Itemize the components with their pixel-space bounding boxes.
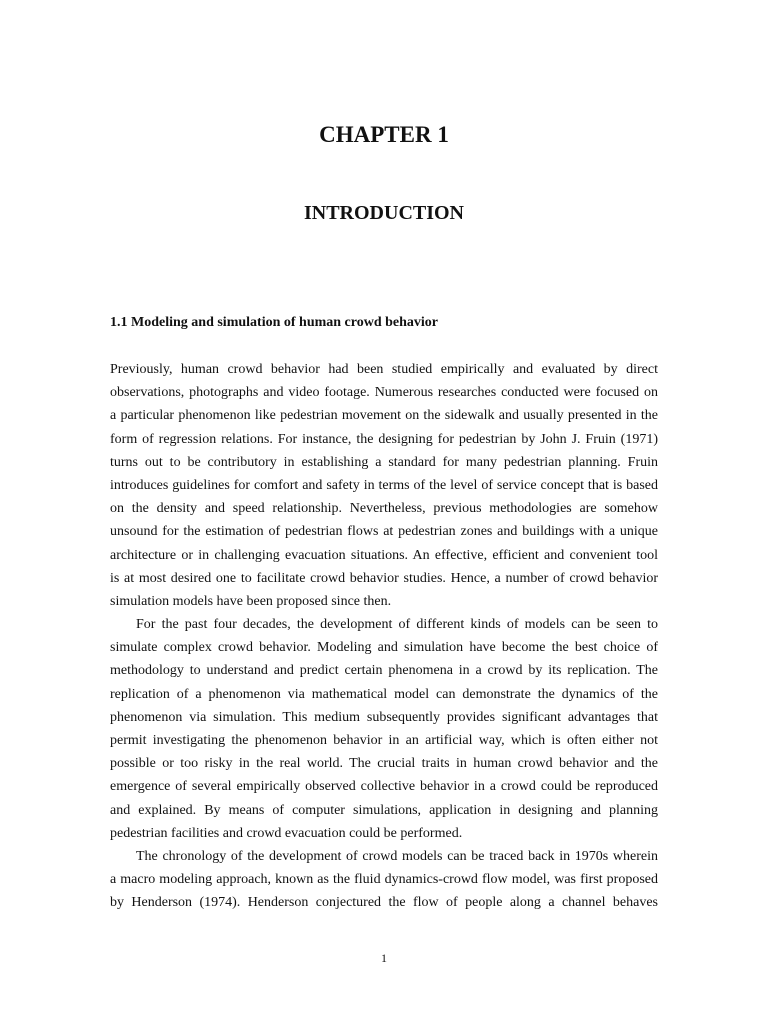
text-line: turns out to be contributory in establishing a standard for many pedestrian planning. Fruin [110, 454, 658, 470]
text-line: form of regression relations. For instance, the designing for pedestrian by John J. Fruin (1971) [110, 431, 658, 447]
text-line: possible or too risky in the real world. The crucial traits in human crowd behavior and the [110, 756, 658, 772]
chapter-title: INTRODUCTION [303, 202, 465, 224]
text-line: simulation models have been proposed since then. [110, 593, 392, 609]
text-line: a particular phenomenon like pedestrian movement on the sidewalk and usually presented in the [110, 408, 658, 424]
body-text [110, 358, 658, 915]
text-line: emergence of several empirically observed collective behavior in a crowd could be reproduced [110, 779, 658, 795]
text-line: Previously, human crowd behavior had been studied empirically and evaluated by direct [110, 362, 658, 377]
text-line: architecture or in challenging evacuation situations. An effective, efficient and convenient tool [110, 547, 658, 563]
chapter-number: CHAPTER 1 [319, 122, 449, 147]
page-number: 1 [381, 951, 387, 965]
text-line: For the past four decades, the development of different kinds of models can be seen to [136, 617, 658, 633]
text-line: pedestrian facilities and crowd evacuation could be performed. [110, 825, 463, 841]
text-line: replication of a phenomenon via mathematical model can demonstrate the dynamics of the [110, 686, 658, 702]
text-line: observations, photographs and video footage. Numerous researches conducted were focused on [110, 385, 658, 401]
text-line: on the density and speed relationship. Nevertheless, previous methodologies are somehow [110, 501, 658, 517]
text-line: permit investigating the phenomenon behavior in an artificial way, which is often either not [110, 733, 658, 748]
text-line: and explained. By means of computer simulations, application in designing and planning [110, 802, 658, 818]
text-line: The chronology of the development of crowd models can be traced back in 1970s wherein [136, 848, 658, 864]
text-line: methodology to understand and predict certain phenomena in a crowd by its replication. The [110, 663, 658, 679]
text-line: phenomenon via simulation. This medium subsequently provides significant advantages that [110, 709, 658, 725]
text-line: unsound for the estimation of pedestrian flows at pedestrian zones and buildings with a unique [110, 524, 658, 540]
text-line: simulate complex crowd behavior. Modeling and simulation have become the best choice of [110, 640, 658, 656]
text-line: introduces guidelines for comfort and safety in terms of the level of service concept that is based [110, 477, 658, 493]
text-line: by Henderson (1974). Henderson conjectured the flow of people along a channel behaves [110, 895, 658, 911]
section-heading: 1.1 Modeling and simulation of human crowd behavior [110, 315, 439, 330]
text-line: is at most desired one to facilitate crowd behavior studies. Hence, a number of crowd behavior [110, 570, 658, 586]
text-line: a macro modeling approach, known as the fluid dynamics-crowd flow model, was first proposed [110, 872, 658, 888]
